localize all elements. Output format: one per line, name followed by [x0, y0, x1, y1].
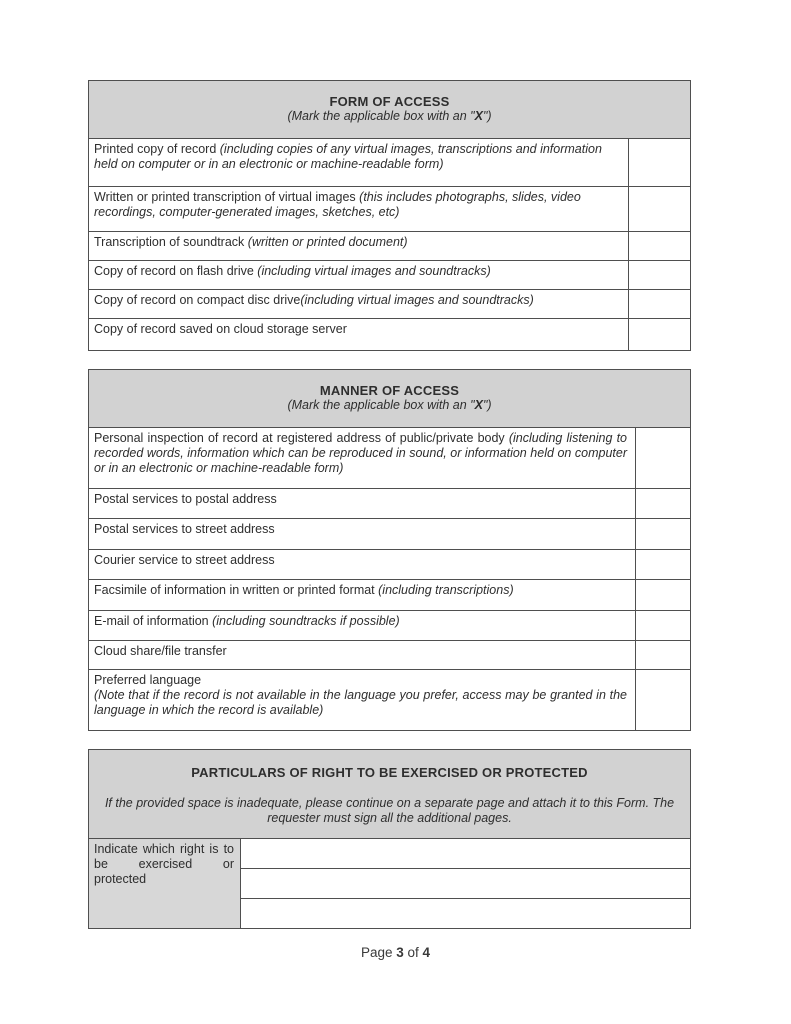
- row-label-cell: [89, 489, 636, 519]
- footer-page-current: 3: [396, 945, 404, 960]
- row-header-indicate-right: Indicate which right is to be exercised or protected: [89, 839, 241, 929]
- mark-box[interactable]: [636, 611, 691, 641]
- row-label: Written or printed transcription of virtual images: [94, 190, 360, 204]
- section-instruction: If the provided space is inadequate, please continue on a separate page and attach it to this Form. The requester must sign all the additional pages.: [104, 796, 675, 825]
- table-header-row: [89, 81, 691, 139]
- row-label-cell: [89, 428, 636, 489]
- table-header-row: [89, 370, 691, 428]
- row-label-cell: [89, 261, 629, 290]
- row-label: Facsimile of information in written or printed format: [94, 583, 379, 597]
- footer-word-of: of: [403, 945, 423, 960]
- mark-box[interactable]: [629, 232, 691, 261]
- row-label: Courier service to street address: [94, 553, 275, 567]
- form-content: [88, 80, 690, 929]
- row-label-cell: [89, 670, 636, 731]
- table-row: [89, 611, 691, 641]
- mark-box[interactable]: [629, 139, 691, 187]
- row-label: Transcription of soundtrack: [94, 235, 248, 249]
- row-label-cell: [89, 319, 629, 351]
- mark-box[interactable]: [629, 319, 691, 351]
- mark-box[interactable]: [629, 290, 691, 319]
- mark-box[interactable]: [636, 489, 691, 519]
- row-label: Preferred language: [94, 673, 202, 687]
- mark-box[interactable]: [636, 519, 691, 550]
- mark-box[interactable]: [636, 641, 691, 670]
- blank-input-line[interactable]: [241, 869, 691, 899]
- table-row: [89, 489, 691, 519]
- row-label: Personal inspection of record at registered address of public/private body: [94, 431, 509, 445]
- footer-word-page: Page: [360, 945, 397, 960]
- row-note: (including virtual images and soundtracks): [300, 293, 534, 307]
- row-note: (written or printed document): [247, 235, 408, 249]
- row-label-cell: [89, 290, 629, 319]
- table-row: [89, 428, 691, 489]
- manner-of-access-table: [88, 369, 691, 731]
- row-label: Copy of record saved on cloud storage server: [94, 322, 347, 336]
- row-note: (including copies of any virtual images, transcriptions and information held on computer or in an electronic or machine-readable form): [94, 142, 602, 171]
- row-label: Copy of record on compact disc drive: [94, 293, 301, 307]
- row-label-cell: [89, 187, 629, 232]
- row-note: (including soundtracks if possible): [212, 614, 400, 628]
- table-row: [89, 232, 691, 261]
- subtitle-x: X: [474, 398, 483, 412]
- section-title: FORM OF ACCESS: [329, 94, 450, 109]
- table-row: [89, 550, 691, 580]
- subtitle-x: X: [474, 109, 483, 123]
- mark-box[interactable]: [636, 580, 691, 611]
- table-row: [89, 839, 691, 869]
- subtitle-post: "): [482, 398, 492, 412]
- row-label-cell: [89, 611, 636, 641]
- subtitle-pre: (Mark the applicable box with an ": [287, 398, 475, 412]
- table-row: [89, 519, 691, 550]
- section-subtitle: [99, 398, 680, 413]
- table-row: [89, 319, 691, 351]
- mark-box[interactable]: [636, 550, 691, 580]
- table-row: [89, 187, 691, 232]
- table-row: [89, 261, 691, 290]
- table-row: [89, 139, 691, 187]
- row-note: (including listening to recorded words, information which can be reproduced in sound, or information held on computer or in an electronic or machine-readable form): [94, 431, 627, 475]
- row-note: (Note that if the record is not available in the language you prefer, access may be granted in the language in which the record is available): [94, 688, 627, 717]
- manner-of-access-header: [89, 370, 691, 428]
- mark-box[interactable]: [636, 428, 691, 489]
- row-label: Postal services to postal address: [94, 492, 277, 506]
- row-label-cell: [89, 641, 636, 670]
- row-label: Printed copy of record: [94, 142, 220, 156]
- mark-box[interactable]: [629, 187, 691, 232]
- section-title: PARTICULARS OF RIGHT TO BE EXERCISED OR PROTECTED: [191, 765, 588, 780]
- footer-page-total: 4: [422, 945, 431, 960]
- table-row: [89, 580, 691, 611]
- row-note: (this includes photographs, slides, video recordings, computer-generated images, sketches, etc): [94, 190, 581, 219]
- blank-input-line[interactable]: [241, 899, 691, 929]
- row-label-cell: [89, 519, 636, 550]
- mark-box[interactable]: [636, 670, 691, 731]
- row-note: (including virtual images and soundtracks): [257, 264, 491, 278]
- row-note: (including transcriptions): [378, 583, 514, 597]
- section-subtitle: [99, 109, 680, 124]
- row-label-cell: [89, 550, 636, 580]
- row-label-cell: [89, 139, 629, 187]
- table-row: [89, 290, 691, 319]
- row-label: E-mail of information: [94, 614, 213, 628]
- subtitle-post: "): [482, 109, 492, 123]
- row-label-cell: [89, 580, 636, 611]
- page-footer: [0, 945, 791, 960]
- row-label: Postal services to street address: [94, 522, 275, 536]
- table-row: [89, 641, 691, 670]
- mark-box[interactable]: [629, 261, 691, 290]
- row-label-cell: [89, 232, 629, 261]
- form-of-access-header: [89, 81, 691, 139]
- form-of-access-table: [88, 80, 691, 351]
- row-label: Copy of record on flash drive: [94, 264, 258, 278]
- table-row: [89, 670, 691, 731]
- particulars-table: [88, 749, 691, 929]
- row-label: Cloud share/file transfer: [94, 644, 227, 658]
- subtitle-pre: (Mark the applicable box with an ": [287, 109, 475, 123]
- section-title: MANNER OF ACCESS: [319, 383, 460, 398]
- blank-input-line[interactable]: [241, 839, 691, 869]
- particulars-header: [89, 750, 691, 839]
- table-header-row: [89, 750, 691, 839]
